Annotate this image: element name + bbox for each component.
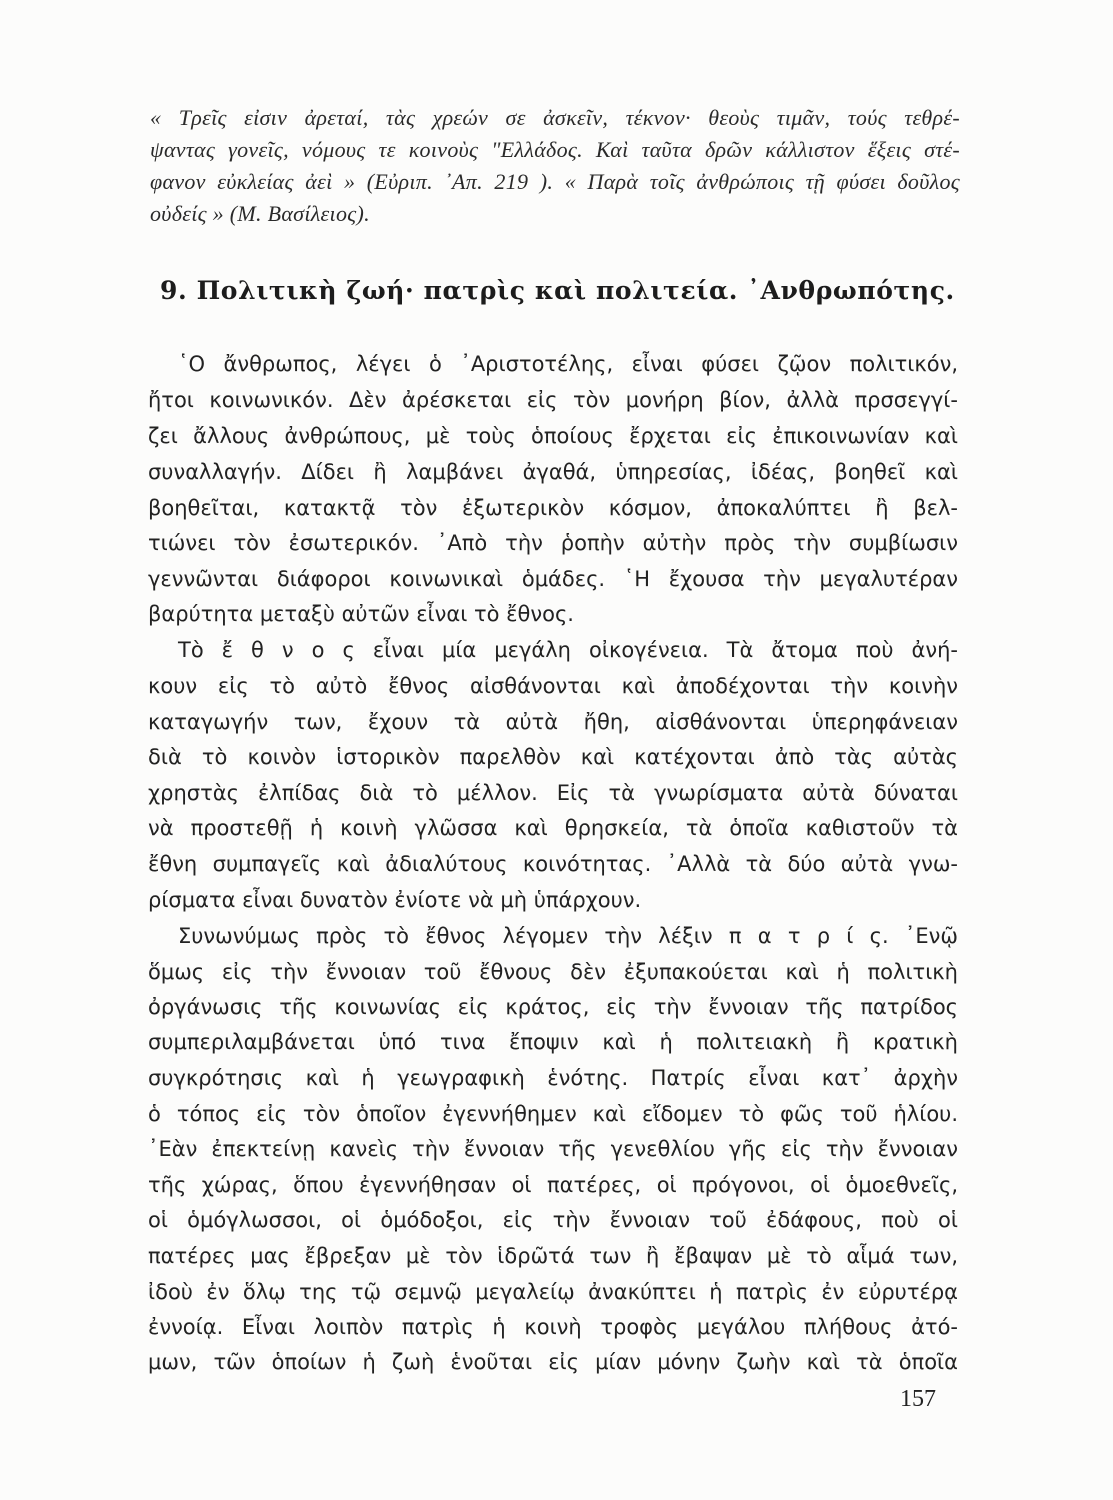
section-heading: 9. Πολιτικὴ ζωή· πατρὶς καὶ πολιτεία. ᾿Ανθρωπότης. <box>160 276 955 305</box>
text-line: χρηστὰς ἐλπίδας διὰ τὸ μέλλον. Εἰς τὰ γνωρίσματα αὐτὰ δύναται <box>148 781 958 805</box>
text-line: νὰ προστεθῇ ἡ κοινὴ γλῶσσα καὶ θρησκεία, τὰ ὁποῖα καθιστοῦν τὰ <box>148 816 958 840</box>
text-line: ἐννοίᾳ. Εἶναι λοιπὸν πατρὶς ἡ κοινὴ τροφὸς μεγάλου πλήθους ἀτό- <box>148 1315 958 1339</box>
text-line: οἱ ὁμόγλωσσοι, οἱ ὁμόδοξοι, εἰς τὴν ἔννοιαν τοῦ ἐδάφους, ποὺ οἱ <box>148 1208 958 1232</box>
text-line: ζει ἄλλους ἀνθρώπους, μὲ τοὺς ὁποίους ἔρχεται εἰς ἐπικοινωνίαν καὶ <box>148 424 958 448</box>
text-line: ῾Ο ἄνθρωπος, λέγει ὁ ᾿Αριστοτέλης, εἶναι φύσει ζῷον πολιτικόν, <box>178 352 958 376</box>
text-line: μων, τῶν ὁποίων ἡ ζωὴ ἑνοῦται εἰς μίαν μόνην ζωὴν καὶ τὰ ὁποῖα <box>148 1350 958 1374</box>
text-line: τιώνει τὸν ἐσωτερικόν. ᾿Απὸ τὴν ῥοπὴν αὐτὴν πρὸς τὴν συμβίωσιν <box>148 531 958 555</box>
quote-line: ψαντας γονεῖς, νόμους τε κοινοὺς "Ελλάδος. Καὶ ταῦτα δρῶν κάλλιστον ἕξεις στέ- <box>150 137 960 162</box>
quote-line: « Τρεῖς εἰσιν ἀρεταί, τὰς χρεών σε ἀσκεῖν, τέκνον· θεοὺς τιμᾶν, τούς τεθρέ- <box>150 105 960 130</box>
text-line: συμπεριλαμβάνεται ὑπό τινα ἔποψιν καὶ ἡ πολιτειακὴ ἢ κρατικὴ <box>148 1030 958 1054</box>
text-line: ὅμως εἰς τὴν ἔννοιαν τοῦ ἔθνους δὲν ἐξυπακούεται καὶ ἡ πολιτικὴ <box>148 960 958 984</box>
text-line: ἰδοὺ ἐν ὅλῳ της τῷ σεμνῷ μεγαλείῳ ἀνακύπτει ἡ πατρὶς ἐν εὐρυτέρᾳ <box>148 1280 958 1304</box>
text-line: συγκρότησις καὶ ἡ γεωγραφικὴ ἑνότης. Πατρίς εἶναι κατ᾿ ἀρχὴν <box>148 1066 958 1090</box>
text-line: τῆς χώρας, ὅπου ἐγεννήθησαν οἱ πατέρες, οἱ πρόγονοι, οἱ ὁμοεθνεῖς, <box>148 1173 958 1197</box>
quote-line: οὐδείς » (Μ. Βασίλειος). <box>150 201 370 226</box>
quote-line: φανον εὐκλείας ἀεὶ » (Εὐριπ. ᾿Απ. 219 ). « Παρὰ τοῖς ἀνθρώποις τῇ φύσει δοῦλος <box>150 169 960 194</box>
text-line: ἤτοι κοινωνικόν. Δὲν ἀρέσκεται εἰς τὸν μονήρη βίον, ἀλλὰ πρσσεγγί- <box>148 388 958 412</box>
text-line: κουν εἰς τὸ αὐτὸ ἔθνος αἰσθάνονται καὶ ἀποδέχονται τὴν κοινὴν <box>148 674 958 698</box>
text-line: ᾿Εὰν ἐπεκτείνῃ κανεὶς τὴν ἔννοιαν τῆς γενεθλίου γῆς εἰς τὴν ἔννοιαν <box>148 1137 958 1161</box>
text-line: γεννῶνται διάφοροι κοινωνικαὶ ὁμάδες. ῾Η ἔχουσα τὴν μεγαλυτέραν <box>148 567 958 591</box>
text-line: καταγωγήν των, ἔχουν τὰ αὐτὰ ἤθη, αἰσθάνονται ὑπερηφάνειαν <box>148 710 958 734</box>
text-line: βαρύτητα μεταξὺ αὐτῶν εἶναι τὸ ἔθνος. <box>148 602 574 626</box>
text-line: Συνωνύμως πρὸς τὸ ἔθνος λέγομεν τὴν λέξιν π α τ ρ ί ς. ᾿Ενῷ <box>178 924 958 948</box>
page-number: 157 <box>900 1386 936 1412</box>
text-line: ρίσματα εἶναι δυνατὸν ἐνίοτε νὰ μὴ ὑπάρχουν. <box>148 888 642 912</box>
text-line: συναλλαγήν. Δίδει ἢ λαμβάνει ἀγαθά, ὑπηρεσίας, ἰδέας, βοηθεῖ καὶ <box>148 460 958 484</box>
text-line: ὁ τόπος εἰς τὸν ὁποῖον ἐγεννήθημεν καὶ εἴδομεν τὸ φῶς τοῦ ἡλίου. <box>148 1102 958 1126</box>
text-line: Τὸ ἔ θ ν ο ς εἶναι μία μεγάλη οἰκογένεια. Τὰ ἄτομα ποὺ ἀνή- <box>178 638 958 662</box>
text-line: βοηθεῖται, κατακτᾷ τὸν ἐξωτερικὸν κόσμον, ἀποκαλύπτει ἢ βελ- <box>148 496 958 520</box>
text-line: διὰ τὸ κοινὸν ἱστορικὸν παρελθὸν καὶ κατέχονται ἀπὸ τὰς αὐτὰς <box>148 745 958 769</box>
text-line: πατέρες μας ἔβρεξαν μὲ τὸν ἱδρῶτά των ἢ ἔβαψαν μὲ τὸ αἷμά των, <box>148 1244 958 1268</box>
text-line: ὀργάνωσις τῆς κοινωνίας εἰς κράτος, εἰς τὴν ἔννοιαν τῆς πατρίδος <box>148 995 958 1019</box>
text-line: ἔθνη συμπαγεῖς καὶ ἀδιαλύτους κοινότητας. ᾿Αλλὰ τὰ δύο αὐτὰ γνω- <box>148 852 958 876</box>
